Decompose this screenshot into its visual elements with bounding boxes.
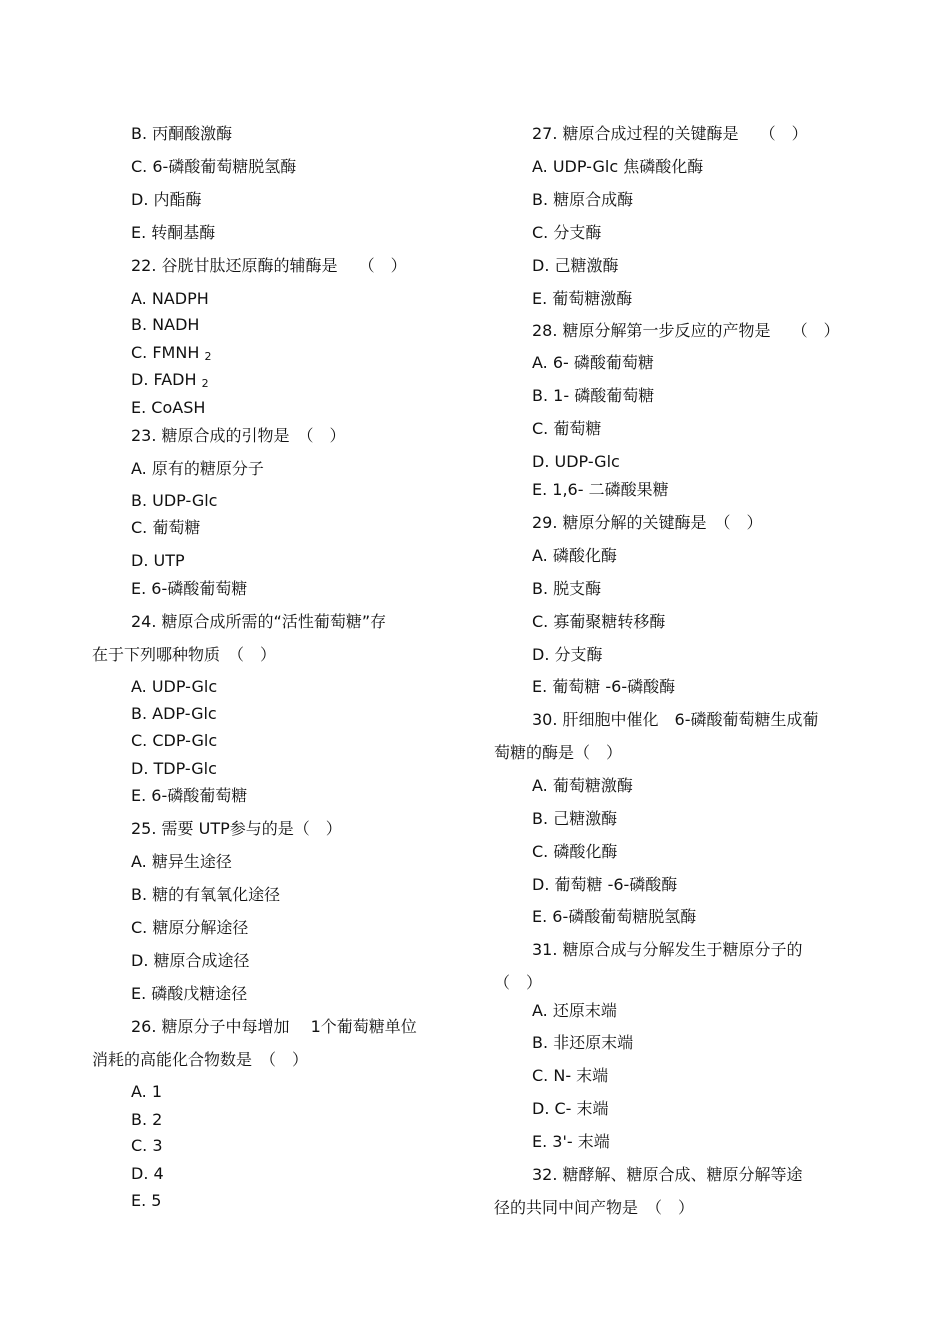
option-31e: E. 3'- 末端 — [532, 1132, 610, 1151]
option-29c: C. 寡葡聚糖转移酶 — [532, 612, 666, 631]
option-31d: D. C- 末端 — [532, 1099, 609, 1118]
option-29e: E. 葡萄糖 -6-磷酸酶 — [532, 677, 676, 696]
option-29a: A. 磷酸化酶 — [532, 546, 617, 565]
option-27c: C. 分支酶 — [532, 223, 602, 242]
question-26-line-2: 消耗的高能化合物数是 （ ） — [92, 1050, 309, 1069]
option-30a: A. 葡萄糖激酶 — [532, 776, 633, 795]
option-22d-text: D. FADH — [131, 370, 197, 389]
question-31-line-1: 31. 糖原合成与分解发生于糖原分子的 — [532, 940, 803, 959]
option-22c-subscript: 2 — [204, 350, 212, 363]
option-21b: B. 丙酮酸激酶 — [131, 124, 233, 143]
option-26a: A. 1 — [131, 1082, 163, 1101]
option-25c: C. 糖原分解途径 — [131, 918, 249, 937]
question-32-line-1: 32. 糖酵解、糖原合成、糖原分解等途 — [532, 1165, 803, 1184]
option-23e: E. 6-磷酸葡萄糖 — [131, 579, 248, 598]
option-21c: C. 6-磷酸葡萄糖脱氢酶 — [131, 157, 297, 176]
question-26-line-1: 26. 糖原分子中每增加 1个葡萄糖单位 — [131, 1017, 417, 1036]
option-25a: A. 糖异生途径 — [131, 852, 232, 871]
option-22c — [131, 343, 211, 365]
option-24c: C. CDP-Glc — [131, 731, 218, 750]
option-22b: B. NADH — [131, 315, 200, 334]
option-31b: B. 非还原末端 — [532, 1033, 634, 1052]
option-23c: C. 葡萄糖 — [131, 518, 201, 537]
option-24e: E. 6-磷酸葡萄糖 — [131, 786, 248, 805]
option-25d: D. 糖原合成途径 — [131, 951, 250, 970]
option-27b: B. 糖原合成酶 — [532, 190, 634, 209]
question-30-line-1: 30. 肝细胞中催化 6-磷酸葡萄糖生成葡 — [532, 710, 819, 729]
option-29d: D. 分支酶 — [532, 645, 603, 664]
option-28b: B. 1- 磷酸葡萄糖 — [532, 386, 655, 405]
question-31-line-2: （ ） — [494, 973, 543, 992]
option-27e: E. 葡萄糖激酶 — [532, 289, 633, 308]
option-23b: B. UDP-Glc — [131, 491, 218, 510]
option-21e: E. 转酮基酶 — [131, 223, 216, 242]
question-22: 22. 谷胱甘肽还原酶的辅酶是 （ ） — [131, 256, 407, 275]
option-26b: B. 2 — [131, 1110, 163, 1129]
question-25: 25. 需要 UTP参与的是（ ） — [131, 819, 342, 838]
option-31c: C. N- 末端 — [532, 1066, 609, 1085]
question-23: 23. 糖原合成的引物是 （ ） — [131, 426, 346, 445]
question-30-line-2: 萄糖的酶是（ ） — [494, 743, 623, 762]
question-32-line-2: 径的共同中间产物是 （ ） — [494, 1198, 695, 1217]
question-29: 29. 糖原分解的关键酶是 （ ） — [532, 513, 763, 532]
option-25e: E. 磷酸戊糖途径 — [131, 984, 248, 1003]
option-22d-subscript: 2 — [201, 377, 209, 390]
option-28a: A. 6- 磷酸葡萄糖 — [532, 353, 654, 372]
option-26c: C. 3 — [131, 1136, 163, 1155]
option-30d: D. 葡萄糖 -6-磷酸酶 — [532, 875, 678, 894]
question-24-line-1: 24. 糖原合成所需的“活性葡萄糖”存 — [131, 612, 387, 631]
option-24d: D. TDP-Glc — [131, 759, 217, 778]
option-23d: D. UTP — [131, 551, 185, 570]
option-31a: A. 还原末端 — [532, 1001, 617, 1020]
option-22a: A. NADPH — [131, 289, 209, 308]
option-26e: E. 5 — [131, 1191, 162, 1210]
option-22c-text: C. FMNH — [131, 343, 200, 362]
option-29b: B. 脱支酶 — [532, 579, 602, 598]
option-28d: D. UDP-Glc — [532, 452, 620, 471]
option-27a: A. UDP-Glc 焦磷酸化酶 — [532, 157, 704, 176]
option-22e: E. CoASH — [131, 398, 206, 417]
option-25b: B. 糖的有氧氧化途径 — [131, 885, 281, 904]
option-22d — [131, 370, 209, 392]
option-30c: C. 磷酸化酶 — [532, 842, 618, 861]
question-27: 27. 糖原合成过程的关键酶是 （ ） — [532, 124, 808, 143]
option-30b: B. 己糖激酶 — [532, 809, 618, 828]
option-24a: A. UDP-Glc — [131, 677, 218, 696]
option-27d: D. 己糖激酶 — [532, 256, 619, 275]
option-24b: B. ADP-Glc — [131, 704, 217, 723]
option-28c: C. 葡萄糖 — [532, 419, 602, 438]
option-26d: D. 4 — [131, 1164, 164, 1183]
option-23a: A. 原有的糖原分子 — [131, 459, 264, 478]
question-24-line-2: 在于下列哪种物质 （ ） — [92, 645, 277, 664]
option-21d: D. 内酯酶 — [131, 190, 202, 209]
option-28e: E. 1,6- 二磷酸果糖 — [532, 480, 669, 499]
option-30e: E. 6-磷酸葡萄糖脱氢酶 — [532, 907, 697, 926]
question-28: 28. 糖原分解第一步反应的产物是 （ ） — [532, 321, 840, 340]
